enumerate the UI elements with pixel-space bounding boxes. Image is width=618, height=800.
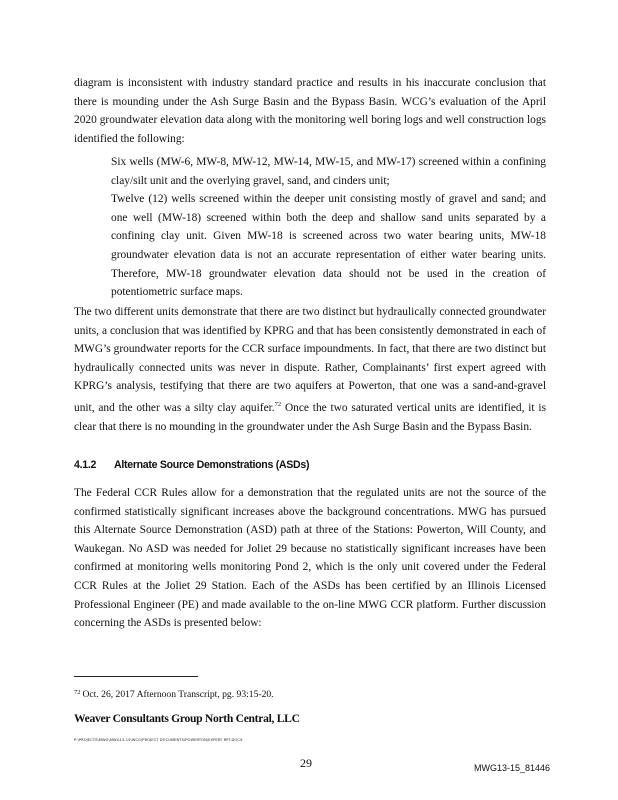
footnote-divider	[74, 676, 198, 677]
footnote	[74, 686, 274, 701]
paragraph-text: Once the two saturated vertical units are identified, it is clear that there is no mounding in the groundwater under the Ash Surge Basin and the Bypass Basin.	[74, 401, 546, 433]
footnote-reference[interactable]: 72	[274, 400, 282, 408]
well-findings-list	[90, 153, 546, 302]
paragraph-asd: The Federal CCR Rules allow for a demonstration that the regulated units are not the source of the confirmed statistically significant increases above the background concentrations. MWG has pursued this Alternate Source Demonstration (ASD) path at three of the Stations: Powerton, Will County, and Waukegan. No ASD was needed for Joliet 29 because no statistically significant increases have been confirmed at monitoring wells monitoring Pond 2, which is the only unit covered under the Federal CCR Rules at the Joliet 29 Station. Each of the ASDs has been certified by an Illinois Licensed Professional Engineer (PE) and made available to the on-line MWG CCR platform. Further discussion concerning the ASDs is presented below:	[74, 487, 546, 630]
page-number: 29	[300, 756, 312, 770]
section-number: 4.1.2	[74, 459, 97, 471]
section-heading	[74, 457, 309, 473]
company-name: Weaver Consultants Group North Central, LLC	[74, 712, 300, 725]
bullet-text: Twelve (12) wells screened within the deeper unit consisting mostly of gravel and sand; and one well (MW-18) screened within both the deep and shallow sand units separated by a confining clay unit. Given MW-18 is screened across two water bearing units, MW-18 groundwater elevation data is not an accurate representation of either water bearing units. Therefore, MW-18 groundwater elevation data should not be used in the creation of potentiometric surface maps.	[111, 193, 546, 299]
list-item	[90, 153, 546, 190]
paragraph-groundwater-units	[74, 303, 546, 436]
paragraph-mounding-evaluation: diagram is inconsistent with industry standard practice and results in his inaccurate conclusion that there is mounding under the Ash Surge Basin and the Bypass Basin. WCG’s evaluation of the April 2020 groundwater elevation data along with the monitoring well boring logs and well construction logs identified the following:	[74, 77, 546, 145]
document-id: MWG13-15_81446	[474, 763, 551, 773]
file-path: P:\PROJECTS\MWG\MWG13-15\WCG\PROJECT DOCUMENTS\POWERTON\EXPERT RPT.DOCX	[74, 738, 243, 742]
section-title: Alternate Source Demonstrations (ASDs)	[114, 459, 310, 471]
footnote-number: 72	[74, 689, 81, 696]
paragraph-text: The two different units demonstrate that there are two distinct but hydraulically connected groundwater units, a conclusion that was identified by KPRG and that has been consistently demonstrated in each of MWG’s groundwater reports for the CCR surface impoundments. In fact, that there are two distinct but hydraulically connected units was never in dispute. Rather, Complainants’ first expert agreed with KPRG’s analysis, testifying that there are two aquifers at Powerton, that one was a sand-and-gravel unit, and the other was a silty clay aquifer.	[74, 306, 546, 414]
list-item	[90, 190, 546, 302]
bullet-text: Six wells (MW-6, MW-8, MW-12, MW-14, MW-15, and MW-17) screened within a confining clay/silt unit and the overlying gravel, sand, and cinders unit;	[111, 156, 546, 187]
footnote-text: Oct. 26, 2017 Afternoon Transcript, pg. 93:15-20.	[82, 689, 274, 700]
